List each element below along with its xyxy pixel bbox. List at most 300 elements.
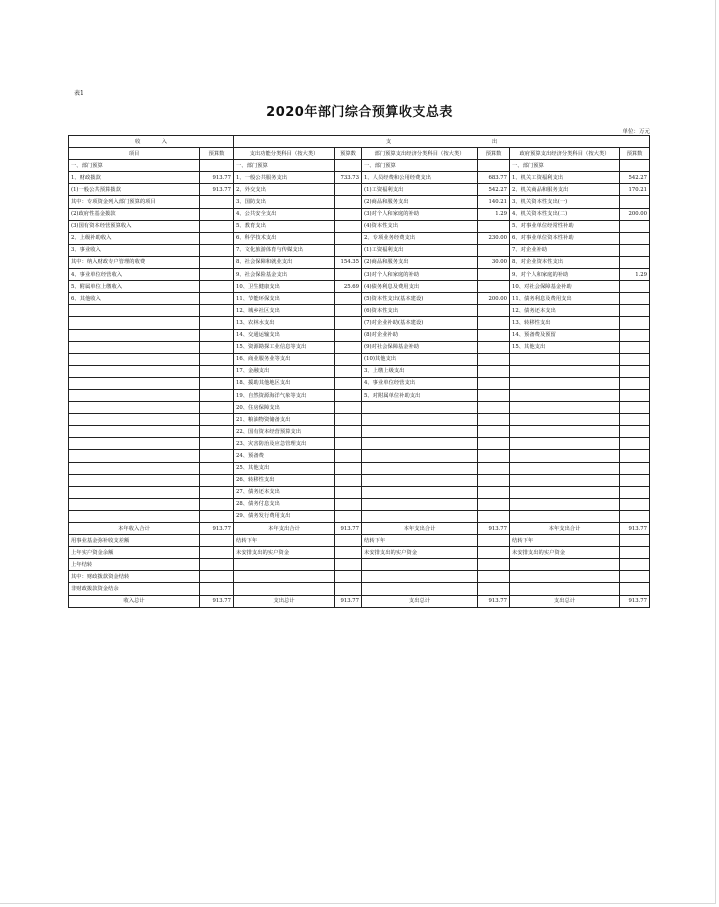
item-cell: 1、机关工资福利支出 <box>510 172 620 184</box>
amount-cell <box>620 281 650 293</box>
amount-cell <box>620 498 650 510</box>
item-cell: 2、上级补助收入 <box>69 232 200 244</box>
item-cell: 收入总计 <box>69 595 200 607</box>
item-cell <box>510 462 620 474</box>
amount-cell <box>620 256 650 268</box>
item-cell: (1)工资福利支出 <box>362 184 478 196</box>
amount-cell <box>478 269 510 281</box>
amount-cell <box>478 341 510 353</box>
amount-cell <box>200 450 234 462</box>
item-cell <box>510 571 620 583</box>
amount-cell <box>620 365 650 377</box>
item-cell: 一、部门预算 <box>362 160 478 172</box>
item-cell <box>69 389 200 401</box>
amount-cell <box>200 365 234 377</box>
amount-cell: 913.77 <box>620 595 650 607</box>
amount-cell <box>335 160 362 172</box>
item-cell <box>510 498 620 510</box>
item-cell: 4、事业单位经营收入 <box>69 269 200 281</box>
item-cell <box>510 365 620 377</box>
amount-cell <box>200 232 234 244</box>
amount-cell <box>478 547 510 559</box>
amount-cell: 1.29 <box>620 269 650 281</box>
amount-cell: 683.77 <box>478 172 510 184</box>
amount-cell <box>620 353 650 365</box>
item-cell: 26、转移性支出 <box>234 474 335 486</box>
item-cell: 一、部门预算 <box>69 160 200 172</box>
amount-cell <box>200 208 234 220</box>
amount-cell <box>620 414 650 426</box>
amount-cell: 913.77 <box>200 172 234 184</box>
amount-cell <box>478 583 510 595</box>
amount-cell <box>335 293 362 305</box>
amount-cell <box>478 220 510 232</box>
item-cell: 2、外交支出 <box>234 184 335 196</box>
amount-cell <box>620 462 650 474</box>
item-cell: 9、对个人和家庭的补助 <box>510 269 620 281</box>
item-cell <box>362 450 478 462</box>
item-cell: 非财政拨款资金结余 <box>69 583 200 595</box>
table-row <box>69 281 650 293</box>
amount-cell <box>620 377 650 389</box>
amount-cell <box>478 317 510 329</box>
item-cell <box>69 353 200 365</box>
item-cell: 未安排支出的实户资金 <box>510 547 620 559</box>
amount-cell: 25.69 <box>335 281 362 293</box>
item-cell <box>234 583 335 595</box>
amount-cell <box>478 474 510 486</box>
item-cell: 27、债务还本支出 <box>234 486 335 498</box>
item-cell <box>510 450 620 462</box>
item-cell: (1)工资福利支出 <box>362 244 478 256</box>
item-cell: (6)资本性支出 <box>362 305 478 317</box>
table-row <box>69 305 650 317</box>
item-cell: 用事业基金弥补收支差额 <box>69 535 200 547</box>
table-row <box>69 498 650 510</box>
item-cell <box>69 329 200 341</box>
amount-cell: 913.77 <box>478 595 510 607</box>
item-cell <box>510 377 620 389</box>
table-row <box>69 172 650 184</box>
item-cell: 16、商业服务业等支出 <box>234 353 335 365</box>
amount-cell <box>478 486 510 498</box>
item-cell: 4、机关资本性支出(二) <box>510 208 620 220</box>
amount-cell <box>200 377 234 389</box>
amount-cell <box>478 559 510 571</box>
table-row <box>69 414 650 426</box>
amount-cell <box>335 244 362 256</box>
item-cell <box>69 317 200 329</box>
table-row <box>69 220 650 232</box>
item-cell: (1)一般公共预算拨款 <box>69 184 200 196</box>
item-cell: 12、城乡社区支出 <box>234 305 335 317</box>
amount-cell <box>335 365 362 377</box>
column-header: 项目 <box>69 148 200 160</box>
amount-cell <box>200 498 234 510</box>
item-cell <box>69 377 200 389</box>
amount-cell <box>200 389 234 401</box>
item-cell: (4)债务利息及费用支出 <box>362 281 478 293</box>
table-row <box>69 256 650 268</box>
amount-cell <box>620 571 650 583</box>
item-cell <box>510 389 620 401</box>
amount-cell <box>478 426 510 438</box>
item-cell: 17、金融支出 <box>234 365 335 377</box>
item-cell: 未安排支出的实户资金 <box>234 547 335 559</box>
item-cell: 其中：财政拨款资金结转 <box>69 571 200 583</box>
table-row <box>69 184 650 196</box>
table-number: 表1 <box>74 90 84 97</box>
amount-cell <box>620 583 650 595</box>
amount-cell <box>200 293 234 305</box>
item-cell <box>362 474 478 486</box>
item-cell <box>362 583 478 595</box>
amount-cell <box>478 160 510 172</box>
amount-cell: 140.21 <box>478 196 510 208</box>
item-cell: (10)其他支出 <box>362 353 478 365</box>
table-row <box>69 583 650 595</box>
item-cell: 24、预备费 <box>234 450 335 462</box>
item-cell: 13、转移性支出 <box>510 317 620 329</box>
table-row <box>69 389 650 401</box>
amount-cell <box>335 426 362 438</box>
item-cell: 19、自然资源海洋气象等支出 <box>234 389 335 401</box>
item-cell <box>510 510 620 522</box>
amount-cell <box>478 389 510 401</box>
amount-cell <box>478 450 510 462</box>
amount-cell: 200.00 <box>620 208 650 220</box>
amount-cell <box>620 559 650 571</box>
item-cell <box>510 559 620 571</box>
item-cell <box>362 510 478 522</box>
amount-cell <box>478 535 510 547</box>
amount-cell <box>478 462 510 474</box>
header-row-columns <box>69 148 650 160</box>
item-cell <box>510 414 620 426</box>
item-cell <box>69 341 200 353</box>
column-header: 预算数 <box>620 148 650 160</box>
item-cell <box>510 426 620 438</box>
amount-cell <box>335 402 362 414</box>
item-cell: 支出总计 <box>510 595 620 607</box>
item-cell: (2)商品和服务支出 <box>362 256 478 268</box>
amount-cell <box>335 535 362 547</box>
amount-cell <box>200 269 234 281</box>
table-row <box>69 317 650 329</box>
table-row <box>69 341 650 353</box>
item-cell: (5)资本性支出(基本建设) <box>362 293 478 305</box>
amount-cell: 913.77 <box>200 595 234 607</box>
amount-cell <box>478 377 510 389</box>
item-cell <box>69 305 200 317</box>
table-row <box>69 559 650 571</box>
table-row <box>69 293 650 305</box>
amount-cell <box>478 571 510 583</box>
amount-cell: 1.29 <box>478 208 510 220</box>
table-row <box>69 462 650 474</box>
table-row <box>69 523 650 535</box>
amount-cell <box>335 184 362 196</box>
amount-cell <box>200 559 234 571</box>
amount-cell <box>200 305 234 317</box>
expense-header: 支 出 <box>234 136 650 148</box>
item-cell <box>69 510 200 522</box>
amount-cell: 30.00 <box>478 256 510 268</box>
amount-cell <box>335 571 362 583</box>
amount-cell <box>335 450 362 462</box>
amount-cell <box>335 269 362 281</box>
amount-cell <box>200 535 234 547</box>
amount-cell: 913.77 <box>478 523 510 535</box>
item-cell: (3)对个人和家庭的补助 <box>362 269 478 281</box>
table-row <box>69 450 650 462</box>
table-row <box>69 510 650 522</box>
amount-cell <box>335 389 362 401</box>
item-cell: 11、节能环保支出 <box>234 293 335 305</box>
amount-cell: 913.77 <box>335 595 362 607</box>
amount-cell <box>200 462 234 474</box>
item-cell: (9)对社会保障基金补助 <box>362 341 478 353</box>
amount-cell <box>620 389 650 401</box>
item-cell: 18、援助其他地区支出 <box>234 377 335 389</box>
item-cell: 10、对社会保障基金补助 <box>510 281 620 293</box>
amount-cell <box>620 438 650 450</box>
amount-cell <box>478 244 510 256</box>
item-cell: 3、机关资本性支出(一) <box>510 196 620 208</box>
column-header: 预算数 <box>335 148 362 160</box>
item-cell: 2、机关商品和服务支出 <box>510 184 620 196</box>
amount-cell <box>335 414 362 426</box>
item-cell: 支出总计 <box>234 595 335 607</box>
amount-cell: 542.27 <box>620 172 650 184</box>
unit-label: 单位：万元 <box>622 129 650 135</box>
item-cell <box>69 438 200 450</box>
item-cell: 10、卫生健康支出 <box>234 281 335 293</box>
item-cell: 14、预备费及预留 <box>510 329 620 341</box>
amount-cell <box>200 486 234 498</box>
amount-cell <box>335 305 362 317</box>
item-cell: 3、国防支出 <box>234 196 335 208</box>
item-cell: 5、附属单位上缴收入 <box>69 281 200 293</box>
table-row <box>69 365 650 377</box>
item-cell <box>362 414 478 426</box>
amount-cell <box>200 353 234 365</box>
item-cell: 6、其他收入 <box>69 293 200 305</box>
amount-cell <box>620 305 650 317</box>
item-cell: 14、交通运输支出 <box>234 329 335 341</box>
item-cell <box>362 486 478 498</box>
item-cell <box>69 414 200 426</box>
item-cell: 其中：纳入财政专户管理的收费 <box>69 256 200 268</box>
header-row-group <box>69 136 650 148</box>
amount-cell <box>620 402 650 414</box>
amount-cell <box>200 220 234 232</box>
amount-cell <box>200 571 234 583</box>
table-row <box>69 160 650 172</box>
amount-cell: 230.00 <box>478 232 510 244</box>
amount-cell: 170.21 <box>620 184 650 196</box>
item-cell <box>362 426 478 438</box>
amount-cell <box>620 317 650 329</box>
item-cell: (7)对企业补助(基本建设) <box>362 317 478 329</box>
amount-cell <box>478 281 510 293</box>
amount-cell <box>335 510 362 522</box>
item-cell: 22、国有资本经营预算支出 <box>234 426 335 438</box>
amount-cell <box>335 353 362 365</box>
item-cell: (3)国有资本经营预算收入 <box>69 220 200 232</box>
amount-cell <box>478 329 510 341</box>
item-cell: 2、专项业务经费支出 <box>362 232 478 244</box>
amount-cell <box>200 256 234 268</box>
amount-cell <box>620 426 650 438</box>
amount-cell <box>620 510 650 522</box>
amount-cell <box>335 329 362 341</box>
document-title: 2020年部门综合预算收支总表 <box>266 105 453 120</box>
amount-cell <box>478 402 510 414</box>
table-row <box>69 329 650 341</box>
amount-cell <box>200 414 234 426</box>
item-cell: 21、粮油物资储备支出 <box>234 414 335 426</box>
item-cell: 13、农林水支出 <box>234 317 335 329</box>
amount-cell <box>620 450 650 462</box>
amount-cell <box>478 498 510 510</box>
amount-cell <box>335 377 362 389</box>
amount-cell <box>335 438 362 450</box>
amount-cell <box>620 486 650 498</box>
amount-cell: 913.77 <box>620 523 650 535</box>
item-cell: 7、文化旅游体育与传媒支出 <box>234 244 335 256</box>
item-cell: (3)对个人和家庭的补助 <box>362 208 478 220</box>
item-cell: 一、部门预算 <box>510 160 620 172</box>
item-cell: 12、债务还本支出 <box>510 305 620 317</box>
amount-cell <box>620 232 650 244</box>
item-cell <box>69 486 200 498</box>
amount-cell <box>478 353 510 365</box>
amount-cell: 913.77 <box>200 523 234 535</box>
amount-cell: 154.35 <box>335 256 362 268</box>
table-row <box>69 402 650 414</box>
item-cell: 上年结转 <box>69 559 200 571</box>
amount-cell <box>620 244 650 256</box>
amount-cell <box>200 160 234 172</box>
amount-cell <box>200 402 234 414</box>
column-header: 政府预算支出经济分类科目（按大类） <box>510 148 620 160</box>
item-cell: 7、对企业补助 <box>510 244 620 256</box>
item-cell <box>69 498 200 510</box>
item-cell: (2)商品和服务支出 <box>362 196 478 208</box>
item-cell <box>234 559 335 571</box>
amount-cell <box>620 474 650 486</box>
amount-cell <box>200 317 234 329</box>
item-cell <box>362 571 478 583</box>
amount-cell <box>335 196 362 208</box>
table-row <box>69 377 650 389</box>
amount-cell <box>200 341 234 353</box>
amount-cell <box>478 510 510 522</box>
amount-cell <box>478 414 510 426</box>
table-row <box>69 196 650 208</box>
item-cell: 一、部门预算 <box>234 160 335 172</box>
amount-cell <box>200 329 234 341</box>
budget-summary-table <box>68 135 650 608</box>
item-cell <box>510 486 620 498</box>
item-cell: 其中：专项资金列入部门预算的项目 <box>69 196 200 208</box>
amount-cell <box>478 305 510 317</box>
amount-cell <box>200 426 234 438</box>
item-cell <box>234 571 335 583</box>
amount-cell <box>335 559 362 571</box>
item-cell <box>362 462 478 474</box>
amount-cell <box>620 293 650 305</box>
column-header: 部门预算支出经济分类科目（按大类） <box>362 148 478 160</box>
table-row <box>69 353 650 365</box>
item-cell: 6、科学技术支出 <box>234 232 335 244</box>
table-row <box>69 571 650 583</box>
item-cell: (8)对企业补助 <box>362 329 478 341</box>
item-cell <box>510 438 620 450</box>
item-cell: 8、对企业资本性支出 <box>510 256 620 268</box>
amount-cell <box>335 232 362 244</box>
amount-cell <box>200 583 234 595</box>
item-cell: 4、公共安全支出 <box>234 208 335 220</box>
item-cell: 25、其他支出 <box>234 462 335 474</box>
item-cell <box>69 365 200 377</box>
amount-cell: 733.73 <box>335 172 362 184</box>
item-cell: 本年支出合计 <box>234 523 335 535</box>
item-cell: 支出总计 <box>362 595 478 607</box>
table-row <box>69 208 650 220</box>
item-cell: 28、债务付息支出 <box>234 498 335 510</box>
column-header: 支出功能分类科目（按大类） <box>234 148 335 160</box>
amount-cell: 913.77 <box>200 184 234 196</box>
amount-cell <box>200 438 234 450</box>
amount-cell <box>200 244 234 256</box>
item-cell: 本年支出合计 <box>510 523 620 535</box>
item-cell: 未安排支出的实户资金 <box>362 547 478 559</box>
item-cell <box>69 426 200 438</box>
table-row <box>69 438 650 450</box>
item-cell: 3、事业收入 <box>69 244 200 256</box>
item-cell: 11、债务利息及费用支出 <box>510 293 620 305</box>
item-cell: 本年收入合计 <box>69 523 200 535</box>
amount-cell <box>200 547 234 559</box>
item-cell <box>69 462 200 474</box>
amount-cell <box>335 220 362 232</box>
item-cell: 9、社会保险基金支出 <box>234 269 335 281</box>
item-cell <box>362 559 478 571</box>
item-cell <box>362 402 478 414</box>
item-cell: 3、上缴上级支出 <box>362 365 478 377</box>
amount-cell <box>335 498 362 510</box>
amount-cell <box>200 196 234 208</box>
amount-cell <box>335 474 362 486</box>
item-cell: 1、一般公共服务支出 <box>234 172 335 184</box>
column-header: 预算数 <box>478 148 510 160</box>
item-cell: 上年实户资金余额 <box>69 547 200 559</box>
table-row <box>69 595 650 607</box>
amount-cell <box>200 281 234 293</box>
table-row <box>69 547 650 559</box>
item-cell: 1、人员经费和公用经费支出 <box>362 172 478 184</box>
amount-cell <box>335 486 362 498</box>
table-row <box>69 244 650 256</box>
amount-cell <box>620 329 650 341</box>
item-cell <box>510 474 620 486</box>
item-cell: 5、教育支出 <box>234 220 335 232</box>
amount-cell <box>200 510 234 522</box>
amount-cell <box>620 535 650 547</box>
item-cell: 1、财政拨款 <box>69 172 200 184</box>
